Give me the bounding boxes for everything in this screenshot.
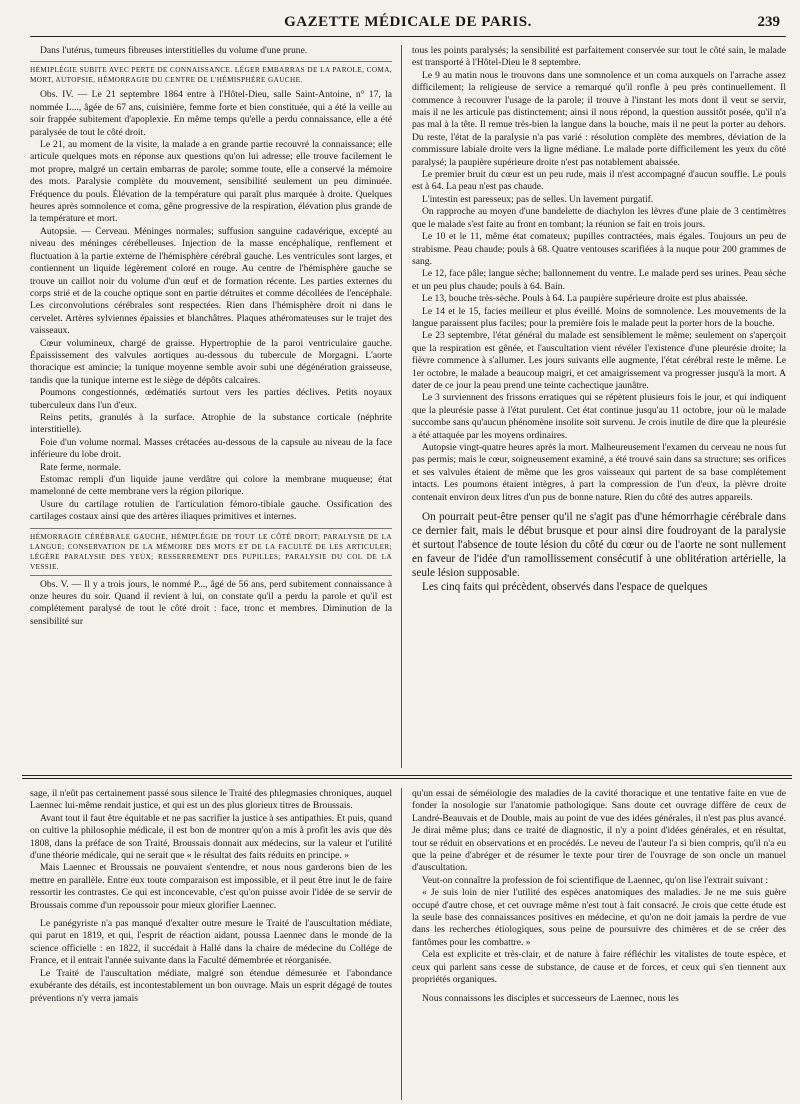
paragraph: Veut-on connaître la profession de foi scientifique de Laennec, qu'on lise l'extrait suivant : [422,874,769,886]
top-right-column [412,45,786,768]
paragraph: Dans l'utérus, tumeurs fibreuses interstitielles du volume d'une prune. [40,45,308,56]
column-divider-top [401,45,402,768]
paragraph: Poumons congestionnés, œdématiés surtout vers les parties déclives. Petits noyaux tuberculeux dans l'un d'eux. [30,387,392,411]
section-divider [22,775,792,779]
paragraph: Le 3 surviennent des frissons erratiques qui se répètent plusieurs fois le jour, et qui indiquent que la pleurésie passe à l'état purulent. Cet état continue jusqu'au 11 octobre, jour où le malade succombe sans qu'aucun phénomène insolite soit survenu. Je crois inutile de dire que la pleurésie a été attaquée par les moyens ordinaires. [412,392,786,441]
paragraph: Mais Laennec et Broussais ne pouvaient s'entendre, et nous nous garderons bien de les mettre en parallèle. Entre eux toute comparaison est impossible, et il peut être inut le de faire ressortir les contrastes. Ce qui est inconcevable, c'est qu'on puisse avoir l'idée de se servir de Broussais comme d'un repoussoir pour mieux glorifier Laennec. [30,862,392,911]
paragraph: Nous connaissons les disciples et successeurs de Laennec, nous les [422,992,679,1004]
paragraph: Autopsie. — Cerveau. Méninges normales; suffusion sanguine cadavérique, excepté au niveau des méninges cérébelleuses. Injection de la masse encéphalique, renflement et fluctuation à la partie externe de l'hémisphère cérébral gauche. Les ventricules sont larges, et contiennent un liquide légèrement coloré en rouge. Au centre de l'hémisphère gauche se trouve un caillot noir du volume d'un œuf et de formation récente. Les parties externes du corps strié et de la couche optique sont en partie détruites et comme décollées de l'encéphale. Les circonvolutions cérébrales sont respectées. Rien dans l'hémisphère droit ni dans le cervelet. Artères sylviennes épaissies et blanchâtres. Plaques athéromateuses sur le trajet des vaisseaux. [30,225,392,337]
paragraph: sage, il n'eût pas certainement passé sous silence le Traité des phlegmasies chroniques, auquel Laennec lui-même rendait justice, et qui est un des plus glorieux titres de Broussais. [30,788,392,812]
page-header [30,14,786,37]
paragraph: Cœur volumineux, chargé de graisse. Hypertrophie de la paroi ventriculaire gauche. Épaississement des valvules aortiques au-dessous du tubercule de Morgagni. L'aorte thoracique est amincie; la tunique moyenne semble avoir subi une dégénération graisseuse, tandis que la tunique interne est le siège de dépôts calcaires. [30,337,392,386]
bottom-left-column [30,788,392,1100]
paragraph: Obs. V. — Il y a trois jours, le nommé P..., âgé de 56 ans, perd subitement connaissance à onze heures du soir. Quand il revient à lui, on constate qu'il a perdu la parole et qu'il est complétement paralysé de tout le côté droit : face, tronc et membres. Diminution de la sensibilité sur [30,578,392,627]
paragraph: Le 9 au matin nous le trouvons dans une somnolence et un coma auxquels on l'arrache assez difficilement; la religieuse de service a remarqué qu'il ronfle à peu près continuellement. Il commence à recouvrer l'usage de la parole; il trouve à l'instant les mots dont il veut se servir, mais il ne les articule pas distinctement; ainsi il nous répond, la question aussitôt posée, qu'il n'a pas mal à la tête. Il remue très-bien la langue dans la bouche, mais il ne peut la porter au dehors. Du reste, l'état de la paralysie n'a pas varié : résolution complète des membres, déviation de la commissure labiale droite vers la ligne médiane. Le malade porte difficilement les yeux du côté paralysé; la paupière supérieure droite n'est pas notablement abaissée. [412,69,786,168]
paragraph: Cela est explicite et très-clair, et de nature à faire réfléchir les vitalistes de toute espèce, et ceux qui parlent sans cesse de substance, de cause et de forces, et ceux qui s'en tiennent aux propriétés organiques. [412,949,786,986]
paragraph: Autopsie vingt-quatre heures après la mort. Malheureusement l'examen du cerveau ne nous fut pas permis; mais le cœur, soigneusement examiné, a été trouvé sain dans sa structure; ses orifices et ses valvules étaient de même que les gros vaisseaux qui partent de sa base complétement intacts. Les poumons étaient intègres, à part la compression de l'un d'eux, la plèvre droite contenait environ deux litres d'un pus de bonne nature. Rien du côté des autres appareils. [412,442,786,503]
paragraph: Foie d'un volume normal. Masses crétacées au-dessous de la capsule au niveau de la face inférieure du lobe droit. [30,436,392,461]
paragraph: On pourrait peut-être penser qu'il ne s'agit pas d'une hémorrhagie cérébrale dans ce dernier fait, mais le début brusque et pour ainsi dire foudroyant de la paralysie et surtout l'absence de toute lésion du côté du cœur ou de l'aorte ne sont nullement en faveur de l'idée d'un ramollissement consécutif à une oblitération artérielle, la seule lésion supposable. [412,511,786,580]
paragraph: « Je suis loin de nier l'utilité des espèces anatomiques des maladies. Je ne me suis guère occupé d'autre chose, et cet ouvrage même n'est tout à fait consacré. Je crois que cette étude est la seule base des connaissances positives en médecine, et qu'on ne doit jamais la perdre de vue dans les recherches étiologiques, sous peine de poursuivre des chimères et de se créer des fantômes pour les combattre. » [412,887,786,948]
paragraph: Le 23 septembre, l'état général du malade est sensiblement le même; seulement on s'aperçoit que la respiration est gênée, et l'auscultation vient révéler l'existence d'une pleurésie droite; la fièvre commence à s'allumer. Les jours suivants elle augmente, l'état cérébral reste le même. Le 1er octobre, le malade a beaucoup maigri, et cet amaigrissement va progresser jusqu'à la mort. A dater de ce jour la peau prend une teinte cachectique jaunâtre. [412,330,786,391]
paragraph: tous les points paralysés; la sensibilité est parfaitement conservée sur tout le côté sain, le malade est transporté à l'Hôtel-Dieu le 8 septembre. [412,45,786,69]
paragraph: Les cinq faits qui précèdent, observés dans l'espace de quelques [422,581,708,594]
paragraph: Le 13, bouche très-sèche. Pouls à 64. La paupière supérieure droite est plus abaissée. [422,293,748,305]
paragraph: On rapproche au moyen d'une bandelette de diachylon les lèvres d'une plaie de 3 centimètres que le malade s'est faite au front en tombant; la réunion se fait en trois jours. [412,206,786,230]
paragraph: L'intestin est paresseux; pas de selles. Un lavement purgatif. [422,193,654,205]
paragraph: Le 21, au moment de la visite, la malade a en grande partie recouvré la connaissance; elle articule quelques mots en réponse aux questions qu'on lui adresse; elle trouve facilement le mot propre, malgré un certain embarras de parole; somme toute, elle a conservé la mémoire des mots. Paralysie complète du mouvement, sensibilité seulement un peu diminuée. Fréquence du pouls. Élévation de la température qui paraît plus marquée à droite. Quelques heures après somnolence et coma, gêne progressive de la respiration, élévation plus grande de la température et mort. [30,139,392,225]
top-left-column [30,45,392,768]
paragraph: Le premier bruit du cœur est un peu rude, mais il n'est accompagné d'aucun souffle. Le pouls est à 64. La peau n'est pas chaude. [412,169,786,193]
paragraph: Le Traité de l'auscultation médiate, malgré son étendue démesurée et l'abondance exubérante des détails, est incontestablement un bon ouvrage. Mais un esprit dégagé de toutes préventions n'y verra jamais [30,967,392,1004]
paragraph: Le 10 et le 11, même état comateux; pupilles contractées, mais égales. Toujours un peu de strabisme. Peau chaude; pouls à 68. Quatre ventouses scarifiées à la nuque pour 200 grammes de sang. [412,231,786,267]
paragraph: Rate ferme, normale. [40,461,121,473]
case-heading: HÉMIPLÉGIE SUBITE AVEC PERTE DE CONNAISSANCE. LÉGER EMBARRAS DE LA PAROLE, COMA, MORT, AUTOPSIE, HÉMORRAGIE DU CENTRE DE L'HÉMISPHÈRE GAUCHE. [30,61,392,85]
paragraph: Estomac rempli d'un liquide jaune verdâtre qui colore la membrane muqueuse; état mamelonné de cette membrane vers la région pilorique. [30,474,392,498]
paragraph: Le 14 et le 15, facies meilleur et plus éveillé. Moins de somnolence. Les mouvements de la langue paraissent plus faciles; pour la première fois le malade peut la porter hors de la bouche. [412,305,786,329]
case-heading: HÉMORRAGIE CÉRÉBRALE GAUCHE, HÉMIPLÉGIE DE TOUT LE CÔTÉ DROIT; PARALYSIE DE LA LANGUE; CONSERVATION DE LA MÉMOIRE DES MOTS ET DE LA FACULTÉ DE LES ARTICULER; LÉGÈRE PARALYSIE DES YEUX; RESSERREMENT DES PUPILLES; PARALYSIE DU COL DE LA VESSIE. [30,528,392,576]
page-number: 239 [757,14,780,30]
bottom-right-column [412,788,786,1100]
paragraph: Avant tout il faut être équitable et ne pas sacrifier la justice à ses antipathies. Et puis, quand on cultive la philosophie médicale, il est bon de montrer qu'on a mis à profit les avis que dès 1808, dans la préface de son Traité, Broussais donnait aux médecins, sur la valeur et l'utilité d'une théorie médicale, qui ne serait que « le résultat des faits réduits en principe. » [30,812,392,862]
paragraph: Le 12, face pâle; langue sèche; ballonnement du ventre. Le malade perd ses urines. Peau sèche et un peu plus chaude; pouls à 64. Bain. [412,268,786,292]
paragraph: Usure du cartilage rotulien de l'articulation fémoro-tibiale gauche. Ossification des cartilages costaux ainsi que des artères iliaques primitives et internes. [30,498,392,523]
column-divider-bottom [401,788,402,1100]
paragraph: Le panégyriste n'a pas manqué d'exalter outre mesure le Traité de l'auscultation médiate, qui parut en 1819, et qui, l'esprit de réaction aidant, poussa Laennec dans le monde de la science officielle : en 1822, il succédait à Hallé dans la chaire de médecine du Collége de France, et il entrait l'année suivante dans la Faculté démembrée et réorganisée. [30,918,392,967]
paragraph: Obs. IV. — Le 21 septembre 1864 entre à l'Hôtel-Dieu, salle Saint-Antoine, n° 17, la nommée L..., âgée de 67 ans, cuisinière, femme forte et bien constituée, qui a été la veille au soir frappée subitement d'apoplexie. En même temps qu'elle a perdu connaissance, elle a été paralysée de tout le côté droit. [30,89,392,138]
paragraph: Reins petits, granulés à la surface. Atrophie de la substance corticale (néphrite interstitielle). [30,411,392,436]
paragraph: qu'un essai de séméiologie des maladies de la cavité thoracique et une tentative faite en vue de fonder la nosologie sur l'anatomie pathologique. Sans doute cet ouvrage diffère de ceux de Landré-Beauvais et de Double, mais au point de vue des idées générales, il n'est pas plus avancé. Je dirai même plus; dans ce traité de diagnostic, il n'y a point d'idées générales, et en résultat, tout se réduit en observations et en procédés. Le neveu de l'auteur l'a si bien compris, qu'il n'a eu que la peine d'abréger et de résumer le texte pour tirer de l'ouvrage de son oncle un manuel d'auscultation. [412,788,786,874]
journal-title: GAZETTE MÉDICALE DE PARIS. [284,14,532,30]
